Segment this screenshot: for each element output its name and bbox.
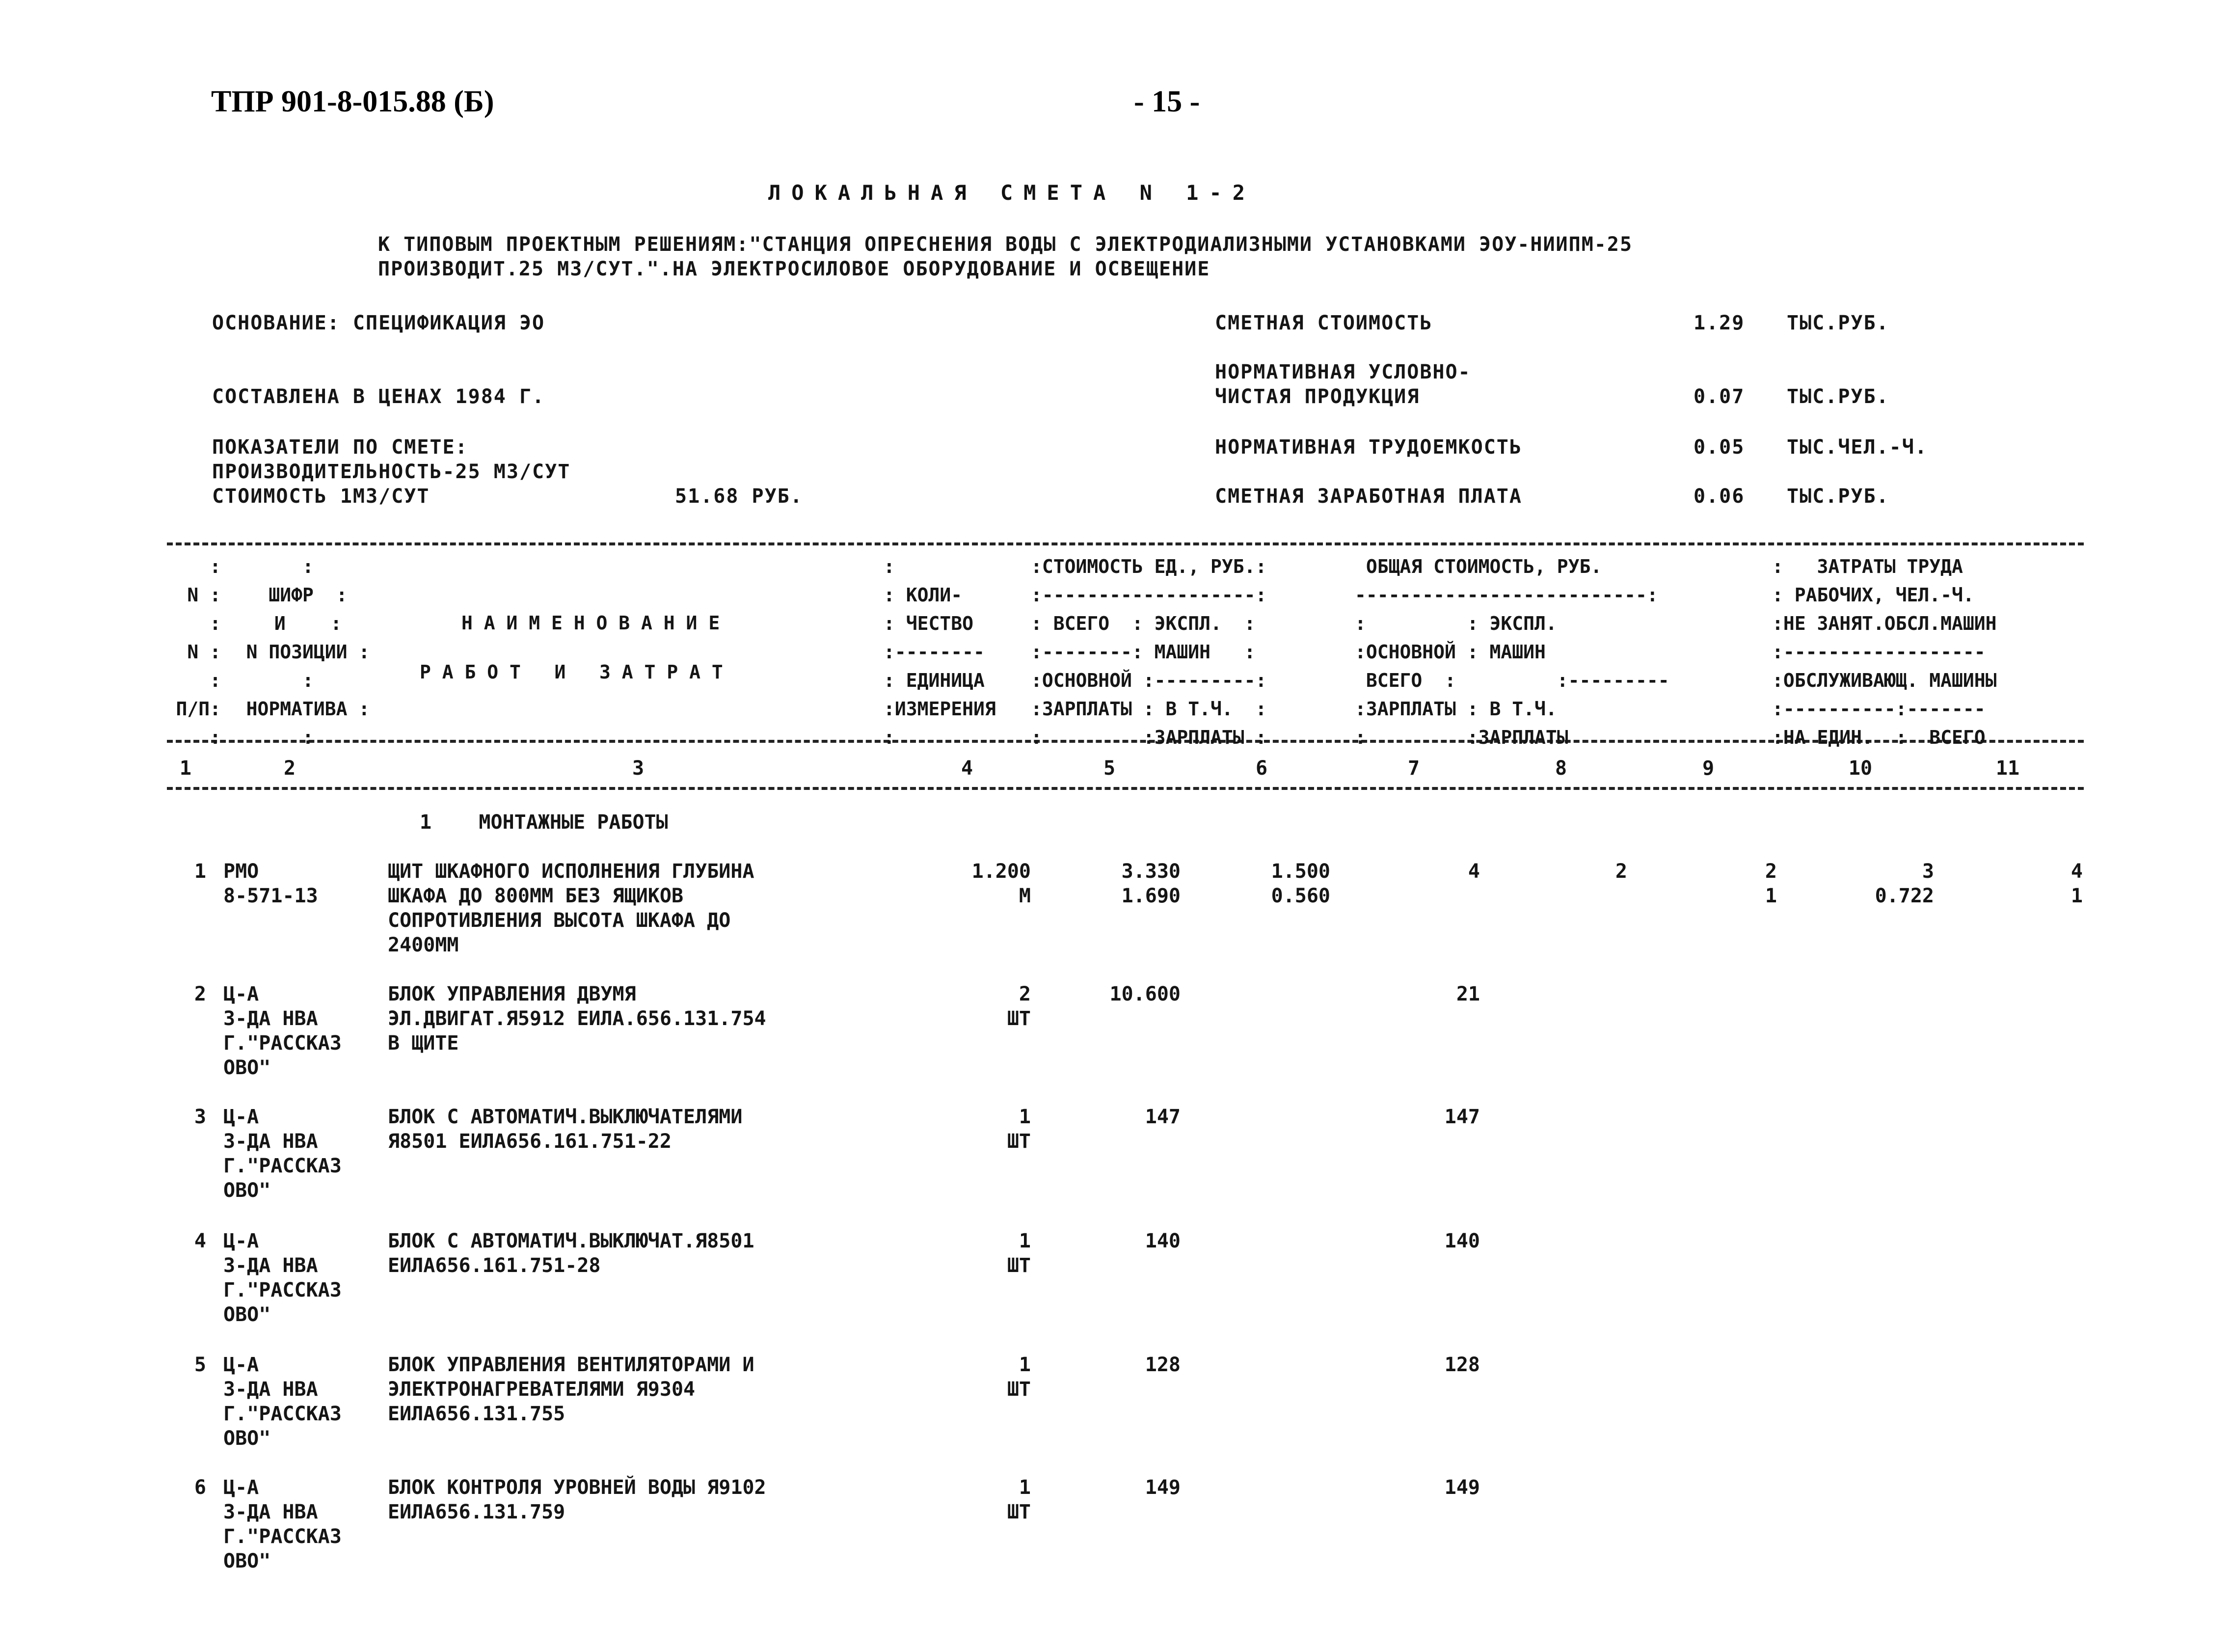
row-number: 4	[194, 1230, 206, 1252]
labor-intensity-label: НОРМАТИВНАЯ ТРУДОЕМКОСТЬ	[1215, 436, 1522, 459]
row-name: БЛОК КОНТРОЛЯ УРОВНЕЙ ВОДЫ Я9102 ЕИЛА656.131.759	[388, 1476, 766, 1523]
row-qty: 1.200 М	[971, 860, 1031, 907]
indicator-productivity: ПРОИЗВОДИТЕЛЬНОСТЬ-25 М3/СУТ	[212, 460, 571, 483]
header-col-total-cost: ОБЩАЯ СТОИМОСТЬ, РУБ. --------------------------: : : ЭКСПЛ. :ОСНОВНОЙ : МАШИН ВСЕГО : :--------- :ЗАРПЛАТЫ : В Т.Ч. : :ЗАРПЛАТЫ	[1355, 556, 1669, 748]
row-total: 128	[1444, 1354, 1480, 1376]
estimate-cost-value: 1.29	[1694, 312, 1745, 334]
col-number-7: 7	[1407, 757, 1420, 780]
document-code: ТПР 901-8-015.88 (Б)	[211, 85, 494, 118]
labor-intensity-value: 0.05	[1694, 436, 1745, 459]
row-labor-total: 4 1	[2071, 860, 2083, 907]
row-unit-cost: 128	[1145, 1354, 1181, 1376]
row-name: БЛОК УПРАВЛЕНИЯ ДВУМЯ ЭЛ.ДВИГАТ.Я5912 ЕИЛА.656.131.754 В ЩИТЕ	[388, 983, 766, 1055]
estimate-cost-label: СМЕТНАЯ СТОИМОСТЬ	[1215, 312, 1433, 334]
row-total-wages: 2	[1615, 860, 1627, 883]
basis-text: ОСНОВАНИЕ: СПЕЦИФИКАЦИЯ ЭО	[212, 312, 545, 334]
row-number: 6	[194, 1476, 206, 1499]
row-unit-cost: 149	[1145, 1476, 1181, 1499]
row-unit-machines: 1.500 0.560	[1271, 860, 1330, 907]
row-total: 149	[1444, 1476, 1480, 1499]
wage-fund-label: СМЕТНАЯ ЗАРАБОТНАЯ ПЛАТА	[1215, 485, 1522, 508]
row-name: БЛОК УПРАВЛЕНИЯ ВЕНТИЛЯТОРАМИ И ЭЛЕКТРОНАГРЕВАТЕЛЯМИ Я9304 ЕИЛА656.131.755	[388, 1354, 754, 1425]
row-code: РМО 8-571-13	[223, 860, 318, 907]
col-number-10: 10	[1848, 757, 1873, 780]
page-number: - 15 -	[1134, 85, 1200, 118]
prices-text: СОСТАВЛЕНА В ЦЕНАХ 1984 Г.	[212, 385, 545, 408]
table-numbers-rule	[167, 787, 2084, 790]
row-unit-cost: 140	[1145, 1230, 1181, 1252]
subtitle-line-2: ПРОИЗВОДИТ.25 М3/СУТ.".НА ЭЛЕКТРОСИЛОВОЕ ОБОРУДОВАНИЕ И ОСВЕЩЕНИЕ	[378, 258, 1210, 280]
row-total: 140	[1444, 1230, 1480, 1252]
row-total: 21	[1456, 983, 1480, 1005]
indicator-unit-cost-label: СТОИМОСТЬ 1М3/СУТ	[212, 485, 430, 508]
row-code: Ц-А 3-ДА НВА Г."РАССКАЗ ОВО"	[223, 1354, 342, 1450]
row-number: 3	[194, 1106, 206, 1128]
col-number-5: 5	[1103, 757, 1116, 780]
col-number-11: 11	[1995, 757, 2020, 780]
row-unit-cost: 10.600	[1109, 983, 1181, 1005]
col-number-9: 9	[1702, 757, 1715, 780]
row-code: Ц-А 3-ДА НВА Г."РАССКАЗ ОВО"	[223, 983, 342, 1079]
section-title: 1 МОНТАЖНЫЕ РАБОТЫ	[420, 811, 668, 834]
header-col-unit-cost: :СТОИМОСТЬ ЕД., РУБ.: :-------------------: : ВСЕГО : ЭКСПЛ. : :--------: МАШИН : :ОСНОВНОЙ :---------: :ЗАРПЛАТЫ : В Т.Ч. : : :ЗАРПЛАТЫ :	[1031, 556, 1267, 748]
header-col-qty: : : КОЛИ- : ЧЕСТВО :-------- : ЕДИНИЦА :ИЗМЕРЕНИЯ :	[884, 556, 996, 748]
col-number-6: 6	[1255, 757, 1268, 780]
col-number-1: 1	[179, 757, 191, 780]
labor-intensity-unit: ТЫС.ЧЕЛ.-Ч.	[1787, 436, 1928, 459]
net-production-label: НОРМАТИВНАЯ УСЛОВНО-	[1215, 361, 1471, 383]
header-col-labor: : ЗАТРАТЫ ТРУДА : РАБОЧИХ, ЧЕЛ.-Ч. :НЕ ЗАНЯТ.ОБСЛ.МАШИН :------------------ :ОБСЛУЖИВАЮЩ. МАШИНЫ :----------:------- :НА ЕДИН. : ВСЕГО	[1772, 556, 1997, 748]
net-production-value: 0.07	[1694, 385, 1745, 408]
header-col-code: : ШИФР : И : N ПОЗИЦИИ : : НОРМАТИВА : :	[246, 556, 370, 748]
row-number: 1	[194, 860, 206, 883]
row-total: 147	[1444, 1106, 1480, 1128]
row-qty: 2 ШТ	[1007, 983, 1031, 1030]
row-unit-cost: 3.330 1.690	[1121, 860, 1181, 907]
row-qty: 1 ШТ	[1007, 1106, 1031, 1153]
row-total-machines: 2 1	[1765, 860, 1777, 907]
header-col-name-2: Р А Б О Т И З А Т Р А Т	[420, 661, 723, 683]
col-number-8: 8	[1555, 757, 1567, 780]
col-number-4: 4	[961, 757, 973, 780]
header-col-name-1: Н А И М Е Н О В А Н И Е	[461, 612, 720, 634]
table-top-rule	[167, 542, 2084, 545]
col-number-2: 2	[283, 757, 296, 780]
row-name: БЛОК С АВТОМАТИЧ.ВЫКЛЮЧАТ.Я8501 ЕИЛА656.161.751-28	[388, 1230, 754, 1277]
net-production-label-2: ЧИСТАЯ ПРОДУКЦИЯ	[1215, 385, 1420, 408]
row-code: Ц-А 3-ДА НВА Г."РАССКАЗ ОВО"	[223, 1106, 342, 1202]
row-total: 4	[1468, 860, 1480, 883]
header-col-num: : N : : N : : П/П: :	[176, 556, 221, 748]
row-qty: 1 ШТ	[1007, 1354, 1031, 1401]
estimate-cost-unit: ТЫС.РУБ.	[1787, 312, 1889, 334]
row-number: 2	[194, 983, 206, 1005]
row-number: 5	[194, 1354, 206, 1376]
row-labor-unit: 3 0.722	[1875, 860, 1934, 907]
row-qty: 1 ШТ	[1007, 1476, 1031, 1523]
wage-fund-unit: ТЫС.РУБ.	[1787, 485, 1889, 508]
row-name: БЛОК С АВТОМАТИЧ.ВЫКЛЮЧАТЕЛЯМИ Я8501 ЕИЛА656.161.751-22	[388, 1106, 743, 1153]
row-code: Ц-А 3-ДА НВА Г."РАССКАЗ ОВО"	[223, 1230, 342, 1326]
subtitle-line-1: К ТИПОВЫМ ПРОЕКТНЫМ РЕШЕНИЯМ:"СТАНЦИЯ ОПРЕСНЕНИЯ ВОДЫ С ЭЛЕКТРОДИАЛИЗНЫМИ УСТАНОВКАМИ ЭОУ-НИИПМ-25	[378, 233, 1633, 256]
row-name: ЩИТ ШКАФНОГО ИСПОЛНЕНИЯ ГЛУБИНА ШКАФА ДО 800ММ БЕЗ ЯЩИКОВ СОПРОТИВЛЕНИЯ ВЫСОТА ШКАФА ДО 2400ММ	[388, 860, 754, 956]
wage-fund-value: 0.06	[1694, 485, 1745, 508]
net-production-unit: ТЫС.РУБ.	[1787, 385, 1889, 408]
indicators-heading: ПОКАЗАТЕЛИ ПО СМЕТЕ:	[212, 436, 468, 459]
document-title: ЛОКАЛЬНАЯ СМЕТА N 1-2	[768, 181, 1256, 205]
row-code: Ц-А 3-ДА НВА Г."РАССКАЗ ОВО"	[223, 1476, 342, 1572]
indicator-unit-cost-value: 51.68 РУБ.	[675, 485, 803, 508]
col-number-3: 3	[632, 757, 645, 780]
row-unit-cost: 147	[1145, 1106, 1181, 1128]
row-qty: 1 ШТ	[1007, 1230, 1031, 1277]
